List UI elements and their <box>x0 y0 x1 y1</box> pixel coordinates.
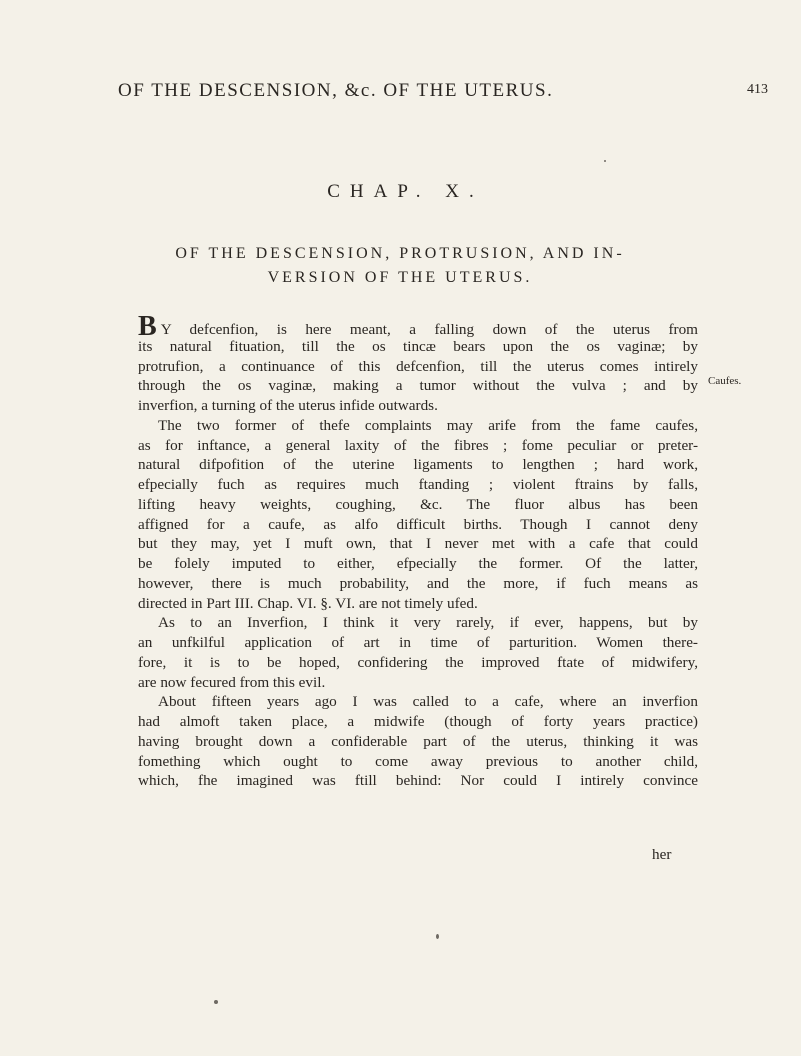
text-line-content: Y defcenfion, is here meant, a falling down of the uterus from <box>160 321 698 338</box>
text-line: as for inftance, a general laxity of the fibres ; fome peculiar or preter- <box>138 436 698 454</box>
text-line: The two former of thefe complaints may arife from the fame caufes, <box>158 416 698 434</box>
text-line: having brought down a confiderable part of the uterus, thinking it was <box>138 732 698 750</box>
body-text <box>138 311 698 791</box>
text-line: which, fhe imagined was ftill behind: Nor could I intirely convince <box>138 772 698 790</box>
paper-speck <box>214 1000 218 1004</box>
text-line: affigned for a caufe, as alfo difficult births. Though I cannot deny <box>138 515 698 533</box>
text-line: however, there is much probability, and the more, if fuch means as <box>138 574 698 592</box>
drop-cap: B <box>138 311 157 342</box>
text-line: had almoft taken place, a midwife (though of forty years practice) <box>138 713 698 730</box>
running-head: OF THE DESCENSION, &c. OF THE UTERUS. <box>118 80 554 101</box>
text-line: inverfion, a turning of the uterus infide outwards. <box>138 397 438 414</box>
text-line: lifting heavy weights, coughing, &c. The fluor albus has been <box>138 495 698 513</box>
page-number: 413 <box>747 82 768 97</box>
text-line <box>138 311 698 342</box>
chapter-heading: CHAP. X. <box>327 181 484 202</box>
text-line: be folely imputed to either, efpecially the former. Of the latter, <box>138 555 698 572</box>
text-line: are now fecured from this evil. <box>138 673 326 691</box>
catchword: her <box>652 846 672 863</box>
text-line: natural difpofition of the uterine ligaments to lengthen ; hard work, <box>138 456 698 474</box>
text-line: but they may, yet I muft own, that I never met with a cafe that could <box>138 535 698 553</box>
paper-speck <box>604 160 606 162</box>
text-line: As to an Inverfion, I think it very rarely, if ever, happens, but by <box>158 614 698 632</box>
chapter-title <box>140 242 660 290</box>
text-line: its natural fituation, till the os tincæ bears upon the os vaginæ; by <box>138 337 698 355</box>
text-line: an unfkilful application of art in time of parturition. Women there- <box>138 634 698 651</box>
chapter-title-line: OF THE DESCENSION, PROTRUSION, AND IN- <box>175 245 625 262</box>
chapter-title-line: VERSION OF THE UTERUS. <box>267 269 533 286</box>
paper-speck <box>436 934 439 939</box>
margin-note: Caufes. <box>708 375 742 387</box>
text-line: About fifteen years ago I was called to a cafe, where an inverfion <box>158 693 698 711</box>
text-line: directed in Part III. Chap. VI. §. VI. are not timely ufed. <box>138 594 478 612</box>
text-line: protrufion, a continuance of this defcenfion, till the uterus comes intirely <box>138 357 698 375</box>
text-line: fomething which ought to come away previous to another child, <box>138 752 698 770</box>
text-line: through the os vaginæ, making a tumor without the vulva ; and by <box>138 377 698 395</box>
text-line: fore, it is to be hoped, confidering the improved ftate of midwifery, <box>138 653 698 671</box>
text-line: efpecially fuch as requires much ftanding ; violent ftrains by falls, <box>138 476 698 493</box>
